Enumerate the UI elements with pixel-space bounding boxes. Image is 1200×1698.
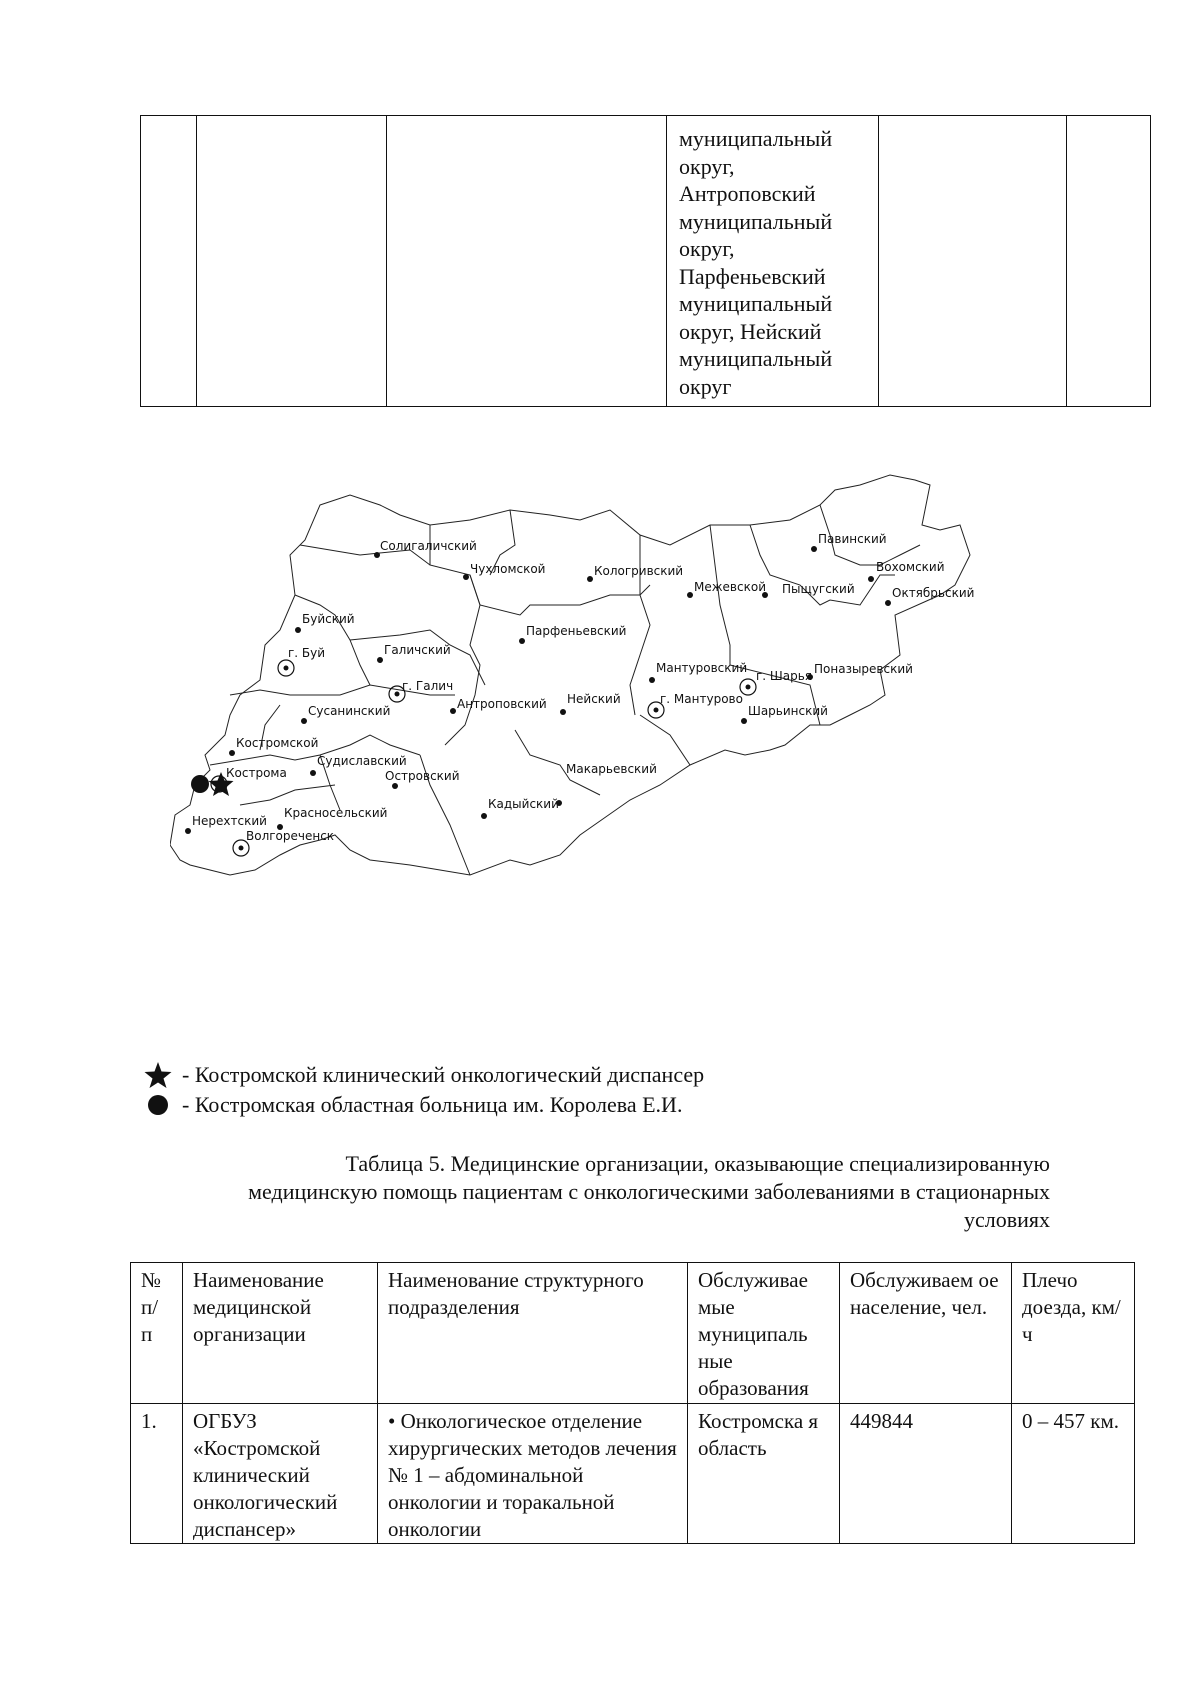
map-label: Волгореченск — [246, 829, 335, 843]
table-cell — [667, 116, 879, 407]
table-header-row — [131, 1263, 1135, 1404]
map-label: Буйский — [302, 612, 355, 626]
map-label: Мантуровский — [656, 661, 748, 675]
map-label: Межевской — [694, 580, 766, 594]
legend-item — [140, 1060, 704, 1090]
district-border — [295, 595, 370, 685]
district-dot — [301, 718, 307, 724]
map-legend — [140, 1060, 704, 1120]
table-cell — [387, 116, 667, 407]
map-label: Кострома — [226, 766, 287, 780]
region-map — [170, 465, 1070, 965]
table-cell — [1067, 116, 1151, 407]
district-dot — [741, 718, 747, 724]
city-dot — [654, 708, 659, 713]
map-label: Кадыйский — [488, 797, 559, 811]
district-dot — [687, 592, 693, 598]
header-municipalities: Обслуживае мые муниципаль ные образования — [688, 1263, 840, 1404]
district-dot — [481, 813, 487, 819]
caption-line: медицинскую помощь пациентам с онкологическими заболеваниями в стационарных — [248, 1179, 1050, 1204]
district-dot — [811, 546, 817, 552]
table-row — [141, 116, 1151, 407]
district-border — [640, 715, 690, 765]
oncology-facilities-table — [130, 1262, 1135, 1544]
table-row — [131, 1404, 1135, 1544]
city-dot — [284, 666, 289, 671]
map-label: Галичский — [384, 643, 451, 657]
cell-distance: 0 – 457 км. — [1012, 1404, 1135, 1544]
map-label: Парфеньевский — [526, 624, 627, 638]
district-dot — [463, 574, 469, 580]
district-dot — [377, 657, 383, 663]
table-cell — [197, 116, 387, 407]
legend-label: - Костромская областная больница им. Королева Е.И. — [182, 1092, 683, 1117]
district-dot — [560, 709, 566, 715]
table-cell — [141, 116, 197, 407]
map-label: Солигаличский — [380, 539, 477, 553]
continuation-table — [140, 115, 1151, 407]
caption-line: Таблица 5. Медицинские организации, оказывающие специализированную — [345, 1151, 1050, 1176]
map-label: Сусанинский — [308, 704, 391, 718]
district-border — [630, 535, 650, 715]
district-dot — [519, 638, 525, 644]
map-label: Пыщугский — [782, 582, 855, 596]
caption-line: условиях — [963, 1207, 1050, 1232]
map-label: Поназыревский — [814, 662, 913, 676]
cell-department: • Онкологическое отделение хирургических методов лечения № 1 – абдоминальной онкологии и торакальной онкологии — [378, 1404, 688, 1544]
district-border — [710, 525, 730, 665]
district-dot — [310, 770, 316, 776]
map-label: г. Галич — [402, 679, 454, 693]
table-caption — [160, 1150, 1050, 1234]
table-cell — [879, 116, 1067, 407]
district-border — [240, 785, 335, 805]
city-dot — [395, 692, 400, 697]
map-label: г. Шарья — [756, 669, 813, 683]
filled-circle-icon — [140, 1093, 176, 1117]
district-border — [445, 575, 480, 745]
header-distance: Плечо доезда, км/ч — [1012, 1263, 1135, 1404]
legend-item — [140, 1090, 704, 1120]
map-label: Вохомский — [876, 560, 945, 574]
cell-population: 449844 — [840, 1404, 1012, 1544]
header-number: № п/ п — [131, 1263, 183, 1404]
map-label: Костромской — [236, 736, 319, 750]
district-dot — [587, 576, 593, 582]
district-dot — [885, 600, 891, 606]
map-label: Островский — [385, 769, 460, 783]
map-label: Чухломской — [470, 562, 546, 576]
district-dot — [868, 576, 874, 582]
district-dot — [229, 750, 235, 756]
map-label: Антроповский — [457, 697, 547, 711]
district-dot — [450, 708, 456, 714]
cell-municipalities: Костромска я область — [688, 1404, 840, 1544]
cell-organization: ОГБУЗ «Костромской клинический онкологический диспансер» — [183, 1404, 378, 1544]
map-label: Нерехтский — [192, 814, 267, 828]
city-dot — [746, 685, 751, 690]
map-label: Шарьинский — [748, 704, 828, 718]
map-label: Судиславский — [317, 754, 407, 768]
star-icon — [140, 1061, 176, 1089]
legend-label: - Костромской клинический онкологический диспансер — [182, 1062, 705, 1087]
district-border — [350, 630, 485, 685]
served-municipalities-cell: муниципальный округ, Антроповский муниципальный округ, Парфеньевский муниципальный округ, Нейский муниципальный округ — [679, 126, 833, 399]
map-label: Красносельский — [284, 806, 388, 820]
header-organization: Наименование медицинской организации — [183, 1263, 378, 1404]
cell-number: 1. — [131, 1404, 183, 1544]
map-label: г. Мантурово — [660, 692, 743, 706]
district-dot — [295, 627, 301, 633]
map-label: Кологривский — [594, 564, 684, 578]
header-population: Обслуживаем ое население, чел. — [840, 1263, 1012, 1404]
header-department: Наименование структурного подразделения — [378, 1263, 688, 1404]
city-dot — [239, 846, 244, 851]
regional-hospital-marker — [191, 775, 209, 793]
map-label: Октябрьский — [892, 586, 975, 600]
map-label: г. Буй — [288, 646, 326, 660]
district-dot — [185, 828, 191, 834]
map-label: Макарьевский — [566, 762, 657, 776]
map-label: Павинский — [818, 532, 887, 546]
district-dot — [649, 677, 655, 683]
map-label: Нейский — [567, 692, 621, 706]
district-dot — [392, 783, 398, 789]
